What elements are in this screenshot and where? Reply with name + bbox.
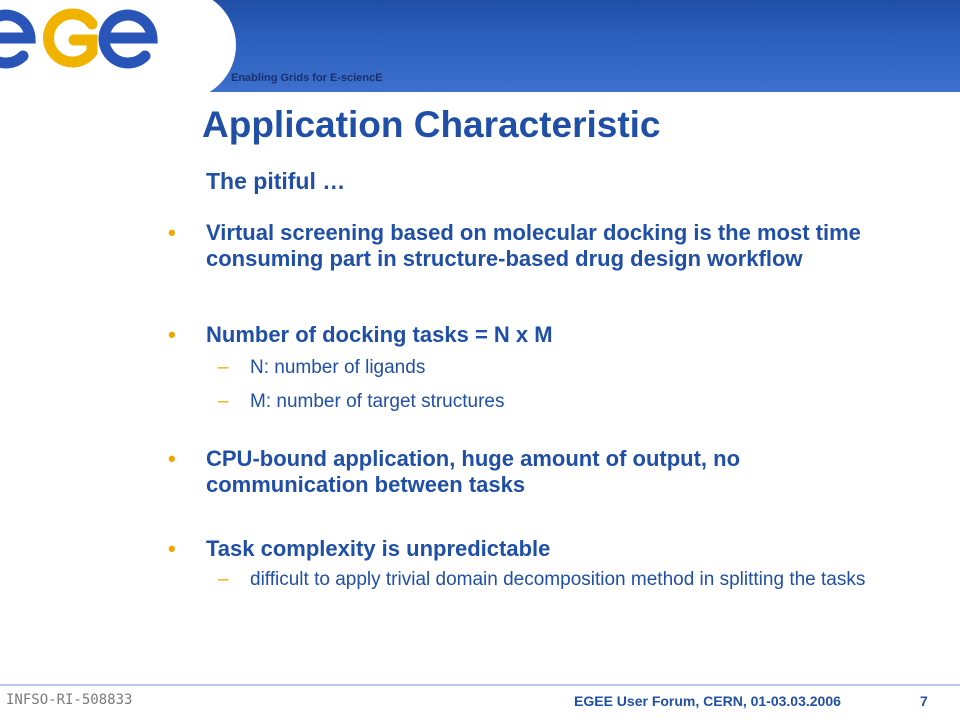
sub-bullet-marker: – <box>218 391 229 412</box>
bullet-list <box>168 220 908 592</box>
logo-badge <box>0 0 236 100</box>
sub-bullet-item <box>168 390 908 414</box>
bullet-text: Number of docking tasks = N x M <box>206 322 553 347</box>
sub-bullet-marker: – <box>218 357 229 378</box>
bullet-marker: • <box>168 536 176 561</box>
slide-subtitle: The pitiful … <box>206 168 346 194</box>
bullet-text: Virtual screening based on molecular docking is the most time consuming part in structure-based drug design workflow <box>206 220 861 271</box>
tagline: Enabling Grids for E-sciencE <box>231 72 383 84</box>
footer-event: EGEE User Forum, CERN, 01-03.03.2006 <box>574 693 841 709</box>
sub-bullet-text: N: number of ligands <box>250 357 426 378</box>
bullet-marker: • <box>168 220 176 245</box>
sub-bullet-marker: – <box>218 569 229 590</box>
bullet-item <box>168 322 908 348</box>
sub-bullet-text: M: number of target structures <box>250 391 505 412</box>
bullet-marker: • <box>168 446 176 471</box>
egee-logo-icon <box>0 0 200 78</box>
bullet-text: Task complexity is unpredictable <box>206 536 551 561</box>
footer-divider <box>0 684 960 686</box>
page-number: 7 <box>920 693 928 709</box>
bullet-text: CPU-bound application, huge amount of output, no communication between tasks <box>206 446 741 497</box>
bullet-item <box>168 446 908 498</box>
sub-bullet-text: difficult to apply trivial domain decomposition method in splitting the tasks <box>250 569 866 590</box>
bullet-item <box>168 536 908 562</box>
sub-bullet-item <box>168 356 908 380</box>
slide-title: Application Characteristic <box>202 104 661 145</box>
sub-bullet-item <box>168 568 908 592</box>
bullet-marker: • <box>168 322 176 347</box>
footer-project-id: INFSO-RI-508833 <box>6 692 133 708</box>
bullet-item <box>168 220 908 272</box>
